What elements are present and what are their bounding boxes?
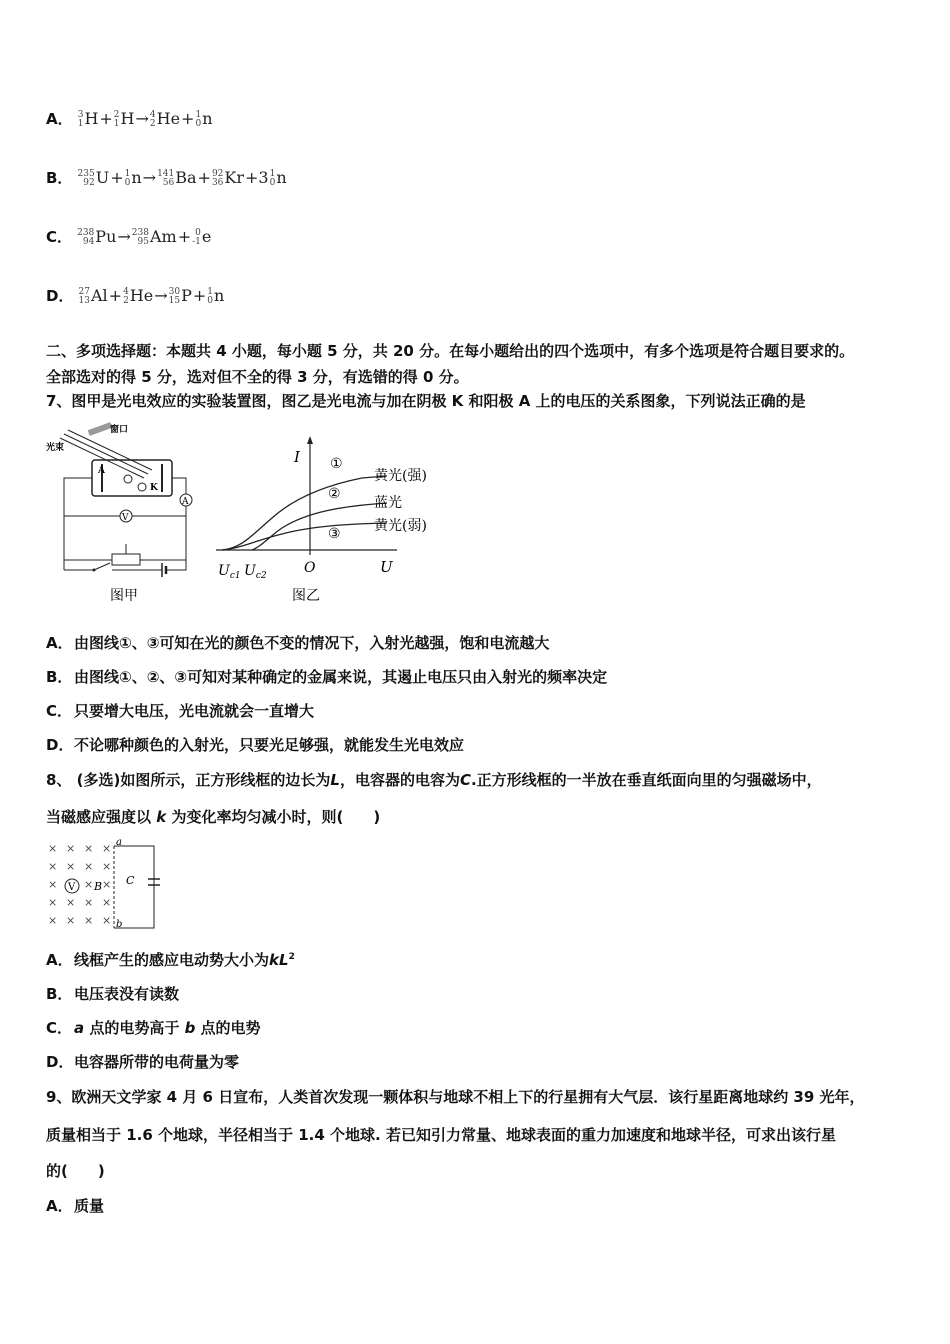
voltmeter-label: V	[68, 882, 76, 893]
rheostat	[112, 554, 140, 565]
isotope-numbers	[150, 111, 156, 129]
field-x-mark: ×	[48, 842, 58, 855]
option-label: B．	[46, 985, 73, 1003]
element-symbol: Am	[149, 227, 177, 246]
operator: +	[108, 286, 123, 305]
option-text: 点的电势高于	[84, 1019, 185, 1037]
mass-number: 238	[131, 227, 149, 238]
electron	[138, 483, 146, 491]
option-text: 质量	[74, 1197, 105, 1215]
point-b-label: b	[116, 919, 123, 930]
uc2-label: $U_{c2}$	[244, 563, 267, 581]
operator: →	[154, 286, 168, 305]
isotope-numbers	[79, 288, 90, 306]
curve-3	[222, 523, 387, 550]
q8-stem-part: 8、 (多选)如图所示，正方形线框的边长为	[46, 771, 331, 789]
field-x-mark: ×	[66, 896, 76, 909]
mass-number: 4	[123, 286, 129, 297]
isotope-numbers	[125, 170, 131, 188]
option-label: A．	[46, 951, 73, 969]
atomic-number: 13	[78, 295, 90, 306]
atomic-number: 1	[77, 118, 84, 129]
i-axis-label: I	[294, 448, 300, 466]
option-math: kL	[269, 951, 289, 969]
option-label: D．	[46, 287, 74, 305]
mass-number: 235	[77, 168, 95, 179]
operator: +	[192, 286, 207, 305]
atomic-number: 92	[83, 177, 95, 188]
operator: →	[135, 109, 149, 128]
q7-figure-a	[44, 420, 204, 610]
i-axis-arrow	[307, 436, 313, 444]
nuclear-option-d	[46, 285, 224, 306]
ammeter-label: A	[182, 497, 189, 507]
q9-stem-line-1: 9、欧洲天文学家 4 月 6 日宣布，人类首次发现一颗体积与地球不相上下的行星拥有大气层．该行星距离地球约 39 光年，	[46, 1088, 865, 1106]
mass-number: 238	[77, 227, 95, 238]
q8-option-d	[46, 1051, 239, 1072]
option-label: A．	[46, 1197, 73, 1215]
q8-stem-part: .正方形线框的一半放在垂直纸面向里的匀强磁场中，	[470, 771, 822, 789]
mass-number: 1	[124, 168, 131, 179]
element-symbol: n	[202, 109, 213, 128]
electron	[124, 475, 132, 483]
atomic-number: 0	[195, 118, 202, 129]
option-label: A．	[46, 110, 73, 128]
q8-stem-part: ，电容器的电容为	[339, 771, 460, 789]
point-a-label: a	[116, 837, 122, 848]
element-symbol: Ba	[175, 168, 197, 187]
option-math: a	[74, 1019, 85, 1037]
operator: →	[142, 168, 157, 187]
light-ray	[68, 430, 152, 470]
field-x-mark: ×	[84, 860, 94, 873]
operator: +	[177, 227, 192, 246]
atomic-number: 2	[149, 118, 156, 129]
isotope-numbers	[192, 229, 201, 247]
element-symbol: Al	[91, 286, 108, 305]
q8-stem-line-1	[46, 769, 822, 790]
q7-option-d	[46, 734, 464, 755]
switch	[94, 563, 110, 570]
option-label: C．	[46, 228, 73, 246]
element-symbol: Pu	[95, 227, 117, 246]
section-header-line-1: 二、多项选择题：本题共 4 小题，每小题 5 分，共 20 分。在每小题给出的四个选项中，有多个选项是符合题目要求的。	[46, 342, 855, 360]
origin-label: O	[304, 560, 316, 576]
operator: +	[110, 168, 124, 187]
atomic-number: -1	[192, 236, 201, 247]
window	[88, 422, 113, 436]
q9-stem-line-2: 质量相当于 1.6 个地球，半径相当于 1.4 个地球. 若已知引力常量、地球表面的重力加速度和地球半径，可求出该行星	[46, 1126, 836, 1144]
element-symbol: P	[181, 286, 192, 305]
option-label: B．	[46, 668, 73, 686]
field-x-mark: ×	[84, 878, 94, 891]
q7-option-c	[46, 700, 314, 721]
isotope-numbers	[212, 170, 223, 188]
nuclear-formula	[78, 109, 213, 128]
q8-var-k: k	[156, 808, 167, 826]
option-text: 线框产生的感应电动势大小为	[74, 951, 270, 969]
isotope-numbers	[270, 170, 276, 188]
isotope-numbers	[114, 111, 120, 129]
element-symbol: e	[201, 227, 212, 246]
light-ray	[64, 434, 148, 474]
mass-number: 141	[157, 168, 175, 179]
q8-stem-line-2	[46, 806, 380, 827]
option-text: 由图线①、②、③可知对某种确定的金属来说，其遏止电压只由入射光的频率决定	[74, 668, 608, 686]
q8-var-c: C	[459, 771, 471, 789]
option-text: 电容器所带的电荷量为零	[74, 1053, 240, 1071]
mass-number: 3	[77, 109, 84, 120]
operator: +	[181, 109, 195, 128]
field-x-mark: ×	[102, 878, 112, 891]
wire	[140, 506, 186, 560]
atomic-number: 94	[82, 236, 95, 247]
field-x-mark: ×	[48, 896, 58, 909]
q8-option-a	[46, 949, 295, 970]
field-x-mark: ×	[84, 842, 94, 855]
atomic-number: 56	[162, 177, 175, 188]
field-x-mark: ×	[66, 842, 76, 855]
fig-a-caption: 图甲	[110, 588, 138, 604]
element-symbol: H	[120, 109, 135, 128]
q8-option-b	[46, 983, 179, 1004]
isotope-numbers	[157, 170, 174, 188]
q7-figure-b	[212, 420, 452, 610]
curve-2-label: 蓝光	[374, 495, 402, 511]
mass-number: 4	[149, 109, 156, 120]
atomic-number: 36	[211, 177, 224, 188]
curve-1-label: 黄光(强)	[374, 468, 427, 484]
element-symbol: H	[84, 109, 99, 128]
operator: →	[117, 227, 131, 246]
mass-number: 92	[211, 168, 224, 179]
atomic-number: 1	[113, 118, 120, 129]
curve-3-label: 黄光(弱)	[374, 518, 427, 534]
mass-number: 1	[195, 109, 202, 120]
isotope-numbers	[169, 288, 180, 306]
field-x-mark: ×	[102, 896, 112, 909]
option-math: b	[184, 1019, 196, 1037]
isotope-numbers	[78, 170, 95, 188]
nuclear-formula	[79, 286, 225, 305]
field-x-mark: ×	[102, 860, 112, 873]
q8-stem-part: 为变化率均匀减小时，则( )	[171, 808, 381, 826]
isotope-numbers	[77, 229, 94, 247]
option-text: 只要增大电压，光电流就会一直增大	[74, 702, 315, 720]
option-sup: 2	[288, 952, 295, 962]
frame-wire	[114, 846, 154, 928]
operator: +3	[245, 168, 269, 187]
field-x-mark: ×	[102, 914, 112, 927]
q7-option-a	[46, 632, 549, 653]
anode-label: A	[98, 466, 105, 476]
operator: +	[99, 109, 113, 128]
atomic-number: 0	[269, 177, 276, 188]
isotope-numbers	[195, 111, 201, 129]
field-x-mark: ×	[48, 878, 58, 891]
switch-pivot	[93, 569, 96, 572]
element-symbol: n	[214, 286, 225, 305]
voltmeter-label: V	[122, 513, 129, 523]
field-label: B	[94, 880, 103, 893]
isotope-numbers	[78, 111, 84, 129]
wire	[166, 560, 186, 570]
nuclear-option-a	[46, 108, 213, 129]
nuclear-formula	[78, 168, 287, 187]
isotope-numbers	[123, 288, 129, 306]
element-symbol: Kr	[224, 168, 245, 187]
section-header-line-2: 全部选对的得 5 分，选对但不全的得 3 分，有选错的得 0 分。	[46, 368, 469, 386]
mass-number: 1	[207, 286, 213, 297]
isotope-numbers	[207, 288, 213, 306]
cathode-label: K	[150, 483, 158, 493]
element-symbol: U	[95, 168, 110, 187]
operator: +	[197, 168, 211, 187]
option-text: 不论哪种颜色的入射光，只要光足够强，就能发生光电效应	[74, 736, 465, 754]
nuclear-option-c	[46, 226, 211, 247]
nuclear-formula	[77, 227, 211, 246]
capacitor-label: C	[126, 874, 135, 887]
element-symbol: He	[156, 109, 181, 128]
option-label: A．	[46, 634, 73, 652]
curve-1-marker: ①	[330, 456, 343, 472]
q8-var-l: L	[330, 771, 340, 789]
isotope-numbers	[132, 229, 149, 247]
curve-1	[222, 476, 387, 550]
q9-stem-line-3: 的( )	[46, 1162, 105, 1180]
atomic-number: 0	[124, 177, 131, 188]
u-axis-label: U	[380, 558, 393, 576]
mass-number: 1	[269, 168, 276, 179]
atomic-number: 2	[123, 295, 129, 306]
mass-number: 2	[113, 109, 120, 120]
option-label: D．	[46, 736, 74, 754]
field-x-mark: ×	[48, 860, 58, 873]
atomic-number: 95	[137, 236, 149, 247]
field-x-mark: ×	[48, 914, 58, 927]
option-text: 点的电势	[195, 1019, 261, 1037]
light-label: 光束	[46, 443, 65, 453]
atomic-number: 0	[207, 295, 213, 306]
fig-b-caption: 图乙	[292, 588, 320, 604]
q7-option-b	[46, 666, 607, 687]
option-label: D．	[46, 1053, 74, 1071]
mass-number: 0	[195, 227, 201, 238]
q9-option-a	[46, 1195, 104, 1216]
field-x-mark: ×	[66, 914, 76, 927]
element-symbol: He	[129, 286, 154, 305]
q8-option-c	[46, 1017, 261, 1038]
q7-stem: 7、图甲是光电效应的实验装置图，图乙是光电流与加在阴极 K 和阳极 A 上的电压的关系图象，下列说法正确的是	[46, 392, 806, 410]
field-x-mark: ×	[66, 860, 76, 873]
option-label: B．	[46, 169, 73, 187]
q8-stem-part: 当磁感应强度以	[46, 808, 152, 826]
atomic-number: 15	[168, 295, 181, 306]
mass-number: 27	[78, 286, 90, 297]
field-x-mark: ×	[102, 842, 112, 855]
wire	[64, 478, 124, 560]
option-label: C．	[46, 702, 73, 720]
curve-2-marker: ②	[328, 486, 341, 502]
element-symbol: n	[276, 168, 287, 187]
nuclear-option-b	[46, 167, 287, 188]
option-text: 电压表没有读数	[74, 985, 180, 1003]
window-label: 窗口	[110, 425, 129, 435]
option-label: C．	[46, 1019, 73, 1037]
option-text: 由图线①、③可知在光的颜色不变的情况下，入射光越强，饱和电流越大	[74, 634, 550, 652]
curve-3-marker: ③	[328, 526, 341, 542]
q8-figure	[44, 834, 174, 934]
uc1-label: $U_{c1}$	[218, 563, 241, 581]
field-x-mark: ×	[84, 914, 94, 927]
element-symbol: n	[131, 168, 142, 187]
mass-number: 30	[168, 286, 181, 297]
field-x-mark: ×	[84, 896, 94, 909]
